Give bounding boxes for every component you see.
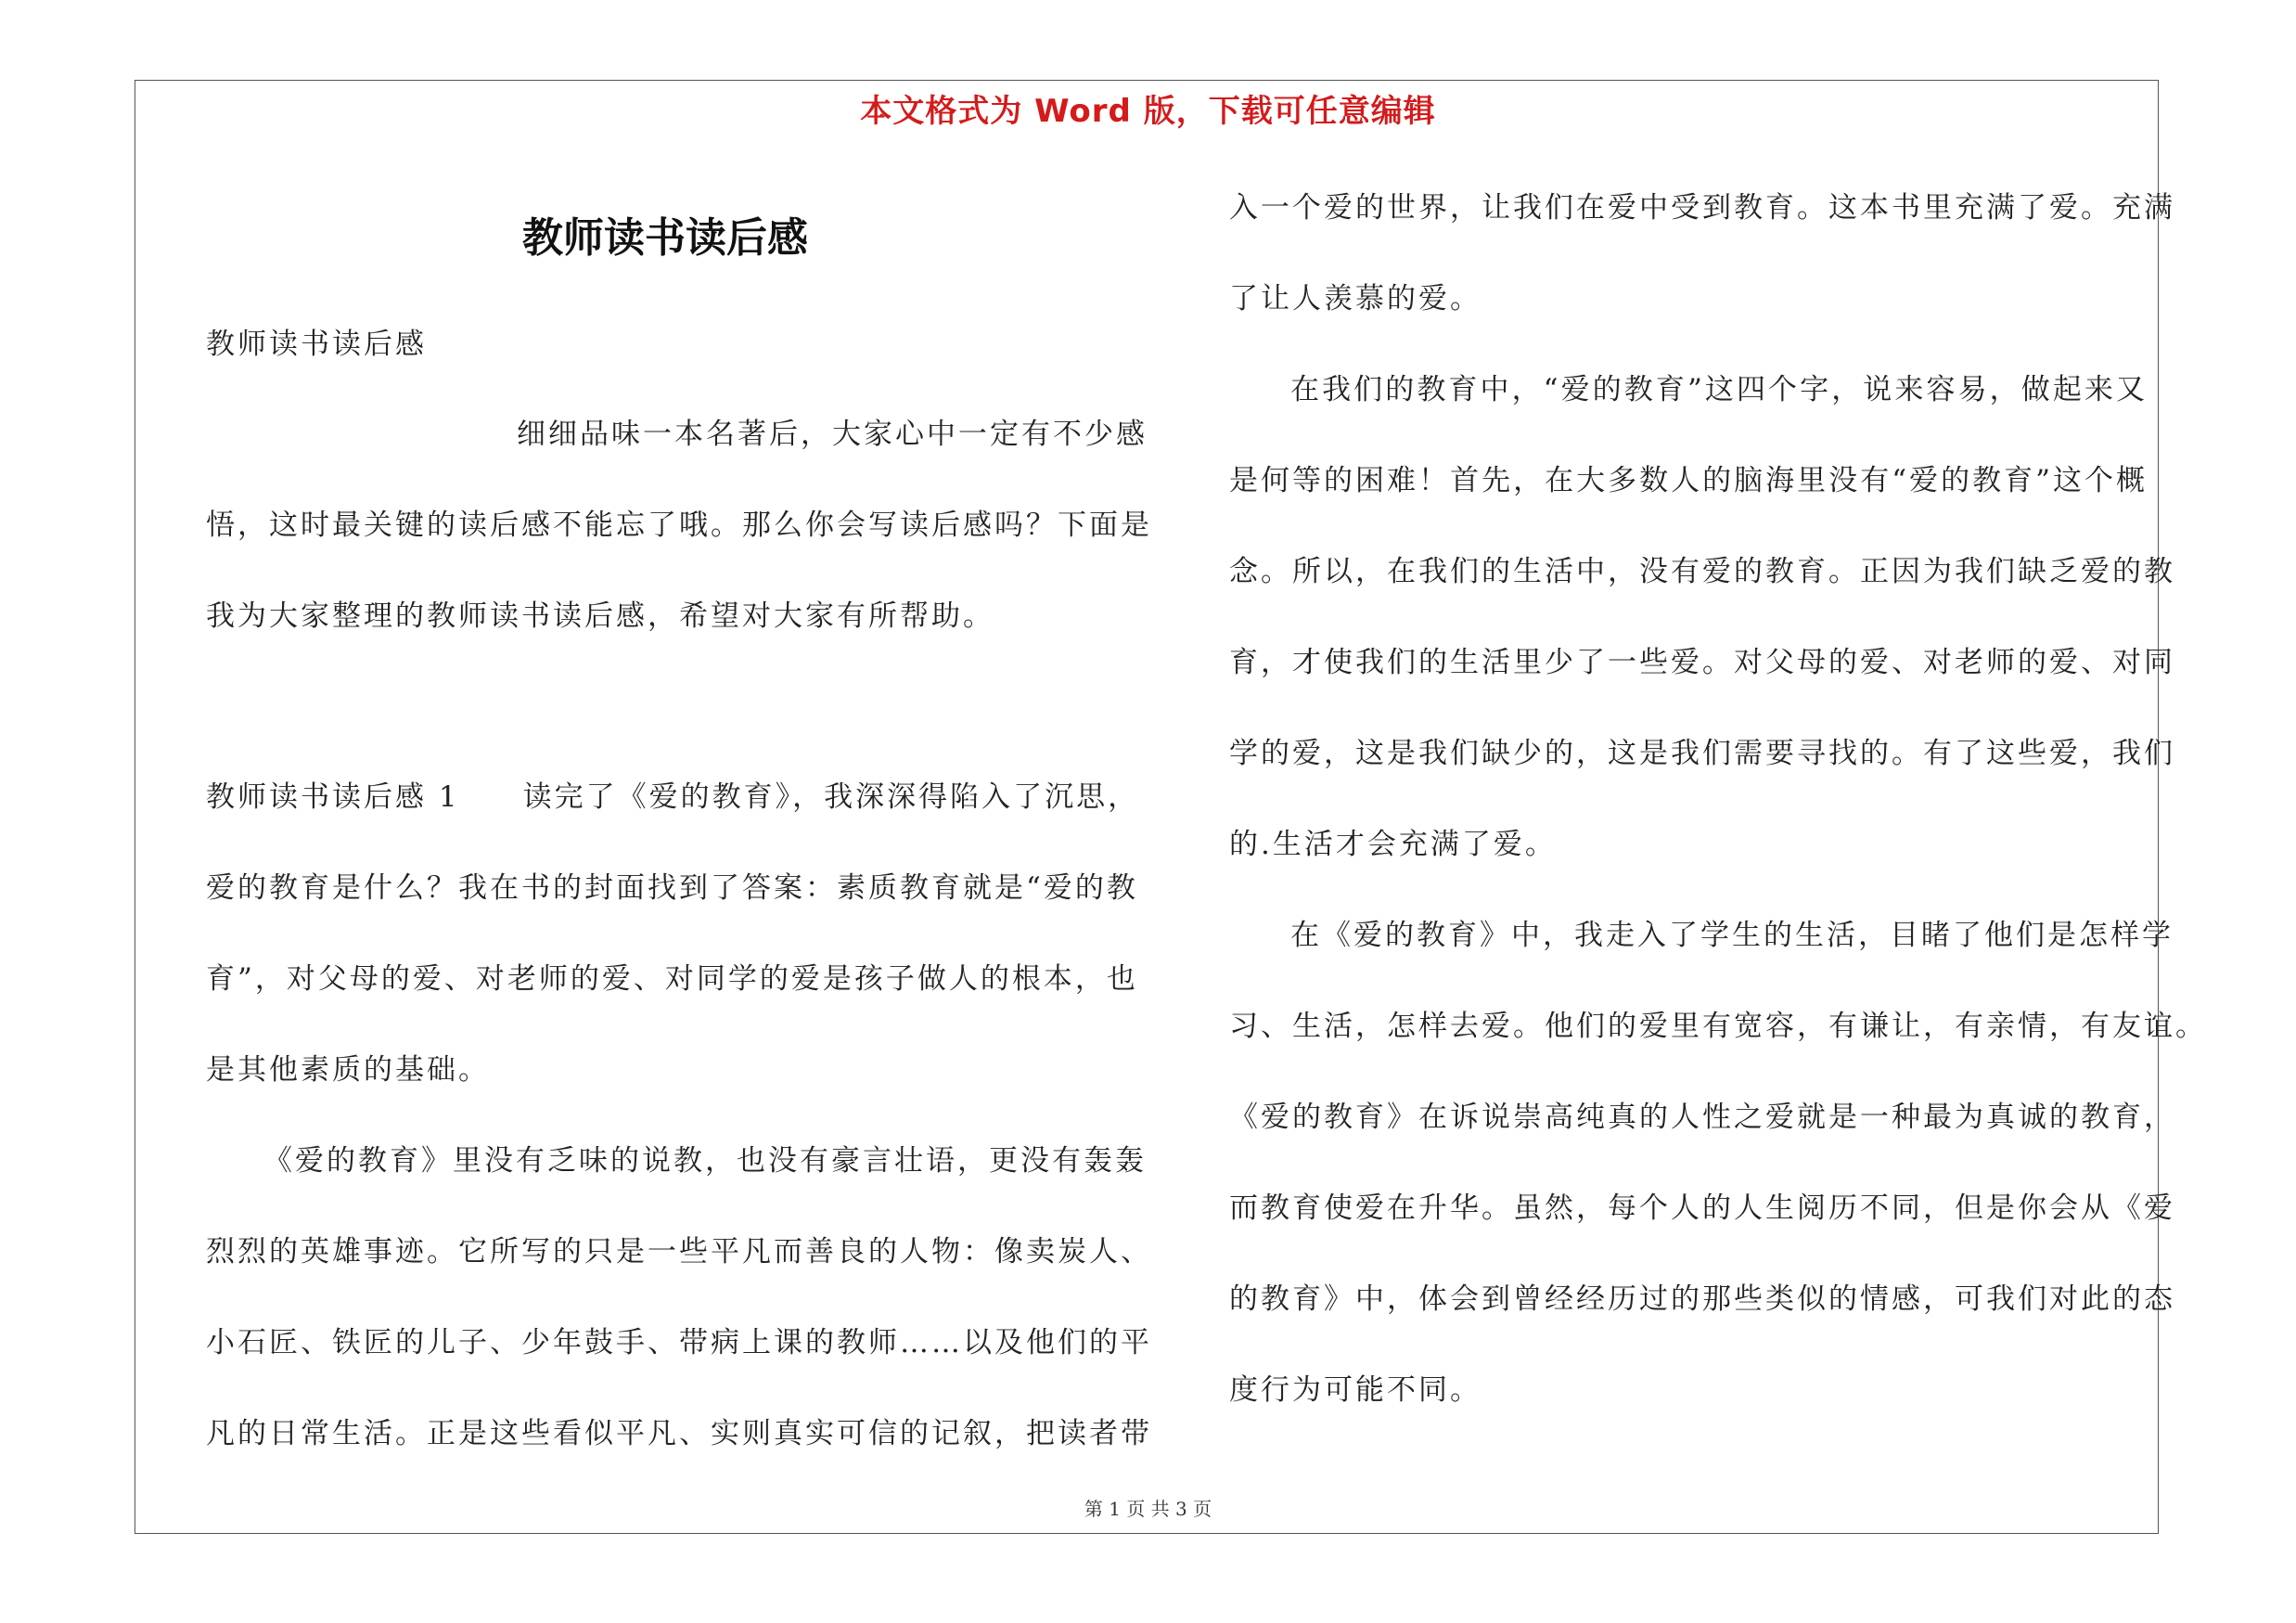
right-text-line-10: 习、生活，怎样去爱。他们的爱里有宽容，有谦让，有亲情，有友谊。: [1229, 1010, 2207, 1043]
left-text-line-8: 是其他素质的基础。: [206, 1053, 490, 1087]
right-text-line-7: 学的爱，这是我们缺少的，这是我们需要寻找的。有了这些爱，我们: [1229, 737, 2175, 770]
right-text-line-14: 度行为可能不同。: [1229, 1373, 1481, 1407]
right-text-line-9: 在《爱的教育》中，我走入了学生的生活，目睹了他们是怎样学: [1290, 919, 2174, 952]
right-text-line-13: 的教育》中，体会到曾经经历过的那些类似的情感，可我们对此的态: [1229, 1282, 2175, 1316]
left-text-line-3: 悟，这时最关键的读后感不能忘了哦。那么你会写读后感吗？下面是: [206, 509, 1152, 542]
right-text-line-8: 的.生活才会充满了爱。: [1229, 828, 1557, 861]
right-text-line-5: 念。所以，在我们的生活中，没有爱的教育。正因为我们缺乏爱的教: [1229, 555, 2175, 588]
left-text-line-6: 爱的教育是什么？我在书的封面找到了答案：素质教育就是“爱的教: [206, 871, 1138, 905]
left-text-line-7: 育”，对父母的爱、对老师的爱、对同学的爱是孩子做人的根本，也: [206, 962, 1138, 996]
right-text-line-1: 入一个爱的世界，让我们在爱中受到教育。这本书里充满了爱。充满: [1229, 191, 2175, 225]
left-text-line-5: 教师读书读后感 1 读完了《爱的教育》，我深深得陷入了沉思，: [206, 780, 1140, 814]
left-text-line-9: 《爱的教育》里没有乏味的说教，也没有豪言壮语，更没有轰轰: [263, 1144, 1147, 1178]
left-text-line-12: 凡的日常生活。正是这些看似平凡、实则真实可信的记叙，把读者带: [206, 1417, 1152, 1450]
right-text-line-3: 在我们的教育中，“爱的教育”这四个字，说来容易，做起来又: [1290, 373, 2148, 406]
document-title: 教师读书读后感: [522, 214, 808, 262]
page-number-footer: 第 1 页 共 3 页: [1084, 1498, 1212, 1520]
right-text-line-2: 了让人羡慕的爱。: [1229, 282, 1481, 316]
right-text-line-11: 《爱的教育》在诉说崇高纯真的人性之爱就是一种最为真诚的教育，: [1229, 1101, 2175, 1134]
left-text-line-11: 小石匠、铁匠的儿子、少年鼓手、带病上课的教师……以及他们的平: [206, 1326, 1152, 1359]
right-text-line-6: 育，才使我们的生活里少了一些爱。对父母的爱、对老师的爱、对同: [1229, 646, 2175, 679]
left-text-line-10: 烈烈的英雄事迹。它所写的只是一些平凡而善良的人物：像卖炭人、: [206, 1235, 1152, 1269]
left-text-line-1: 教师读书读后感: [206, 328, 427, 361]
left-text-line-4: 我为大家整理的教师读书读后感，希望对大家有所帮助。: [206, 599, 994, 633]
right-text-line-12: 而教育使爱在升华。虽然，每个人的人生阅历不同，但是你会从《爱: [1229, 1191, 2175, 1225]
right-text-line-4: 是何等的困难！首先，在大多数人的脑海里没有“爱的教育”这个概: [1229, 464, 2148, 497]
word-format-banner: 本文格式为 Word 版，下载可任意编辑: [860, 93, 1436, 130]
left-text-line-2: 细细品味一本名著后，大家心中一定有不少感: [517, 418, 1148, 451]
